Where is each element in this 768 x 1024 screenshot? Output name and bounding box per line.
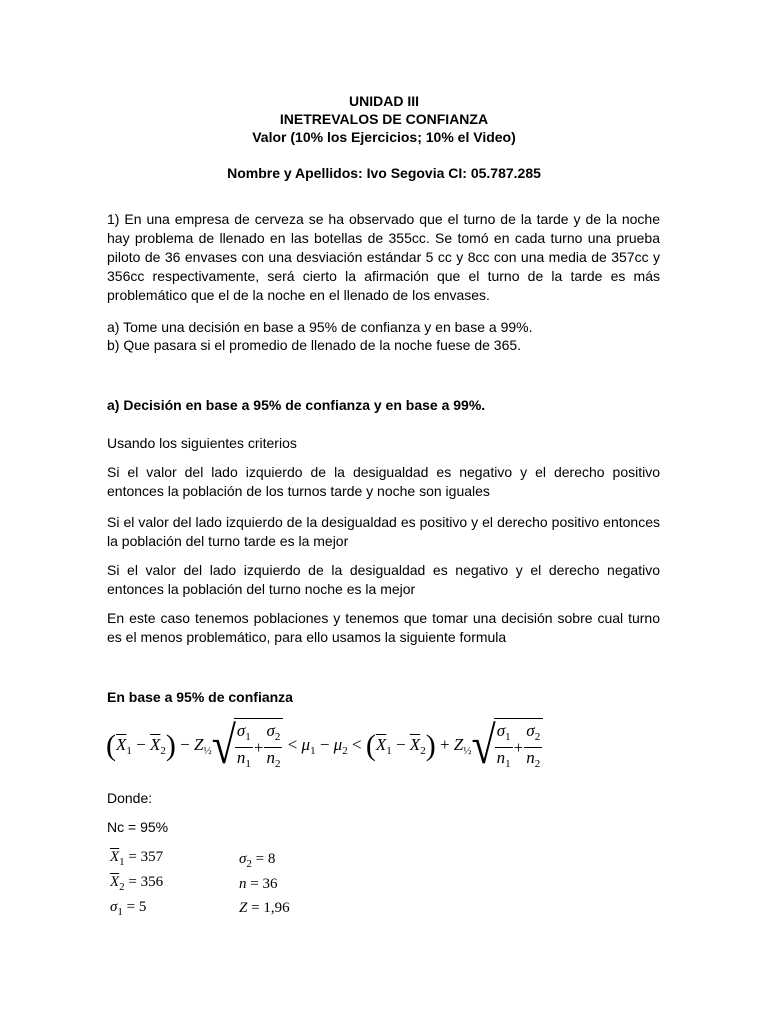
section-heading-a: a) Decisión en base a 95% de confianza y en base a 99%. — [107, 397, 486, 413]
z-value: 1,96 — [263, 900, 290, 916]
var-sigma1: $\sigma_1 = 5$ — [110, 899, 147, 918]
confidence-interval-formula: $(\overline{X}_1 - \overline{X}_2) - Z_{\frac{1}{2}}$ √ $\frac{\sigma_1}{n_1}$ + $\frac{\sigma_2}{n_2}$ < $\mu_1 - \mu_2 < (\overline{X}_1 - \overline{X}_2) + Z_{\frac{1}{2}}$ √ $\frac{\sigma_1}{n_1}$ + $\frac{\sigma_2}{n_2}$ — [106, 718, 543, 774]
criterion-2: Si el valor del lado izquierdo de la desigualdad es positivo y el derecho positivo entonces la población del turno tarde es la mejor — [107, 514, 660, 549]
student-info: Nombre y Apellidos: Ivo Segovia CI: 05.787.285 — [227, 165, 541, 181]
unit-title: UNIDAD III — [349, 93, 419, 109]
confidence-level: Nc = 95% — [107, 819, 169, 835]
value-note: Valor (10% los Ejercicios; 10% el Video) — [252, 129, 516, 145]
criterion-3: Si el valor del lado izquierdo de la desigualdad es negativo y el derecho negativo entonces la población del turno noche es la mejor — [107, 562, 660, 597]
conclusion-text: En este caso tenemos poblaciones y tenemos que tomar una decisión sobre cual turno es el menos problemático, para ello usamos la siguiente formula — [107, 610, 660, 645]
n-value: 36 — [262, 876, 278, 892]
heading-95: En base a 95% de confianza — [107, 689, 293, 705]
criteria-intro: Usando los siguientes criterios — [107, 435, 297, 451]
problem-statement: 1) En una empresa de cerveza se ha observado que el turno de la tarde y de la noche hay problema de llenado en las botellas de 355cc. Se tomó en cada turno una prueba piloto de 36 envases con una desviación estándar 5 cc y 8cc con una media de 357cc y 356cc respectivamente, será cierto la afirmación que el turno de la tarde es más problemático que el de la noche en el llenado de los envases. — [107, 211, 660, 303]
criterion-1: Si el valor del lado izquierdo de la desigualdad es negativo y el derecho positivo entonces la población de los turnos tarde y noche son iguales — [107, 464, 660, 499]
part-a: a) Tome una decisión en base a 95% de confianza y en base a 99%. — [107, 319, 533, 335]
donde-label: Donde: — [107, 790, 153, 806]
sigma2-value: 8 — [267, 851, 276, 867]
var-n: n = 36 — [239, 876, 278, 892]
x1-value: 357 — [140, 849, 164, 865]
var-z: Z = 1,96 — [239, 900, 290, 916]
var-x2: $\overline{X}_2 = 356$ — [110, 874, 164, 893]
x2-value: 356 — [140, 874, 164, 890]
topic-title: INETREVALOS DE CONFIANZA — [279, 111, 489, 127]
sigma1-value: 5 — [138, 899, 147, 915]
part-b: b) Que pasara si el promedio de llenado de la noche fuese de 365. — [107, 337, 522, 353]
var-sigma2: $\sigma_2 = 8$ — [239, 851, 276, 870]
var-x1: $\overline{X}_1 = 357$ — [110, 849, 164, 868]
